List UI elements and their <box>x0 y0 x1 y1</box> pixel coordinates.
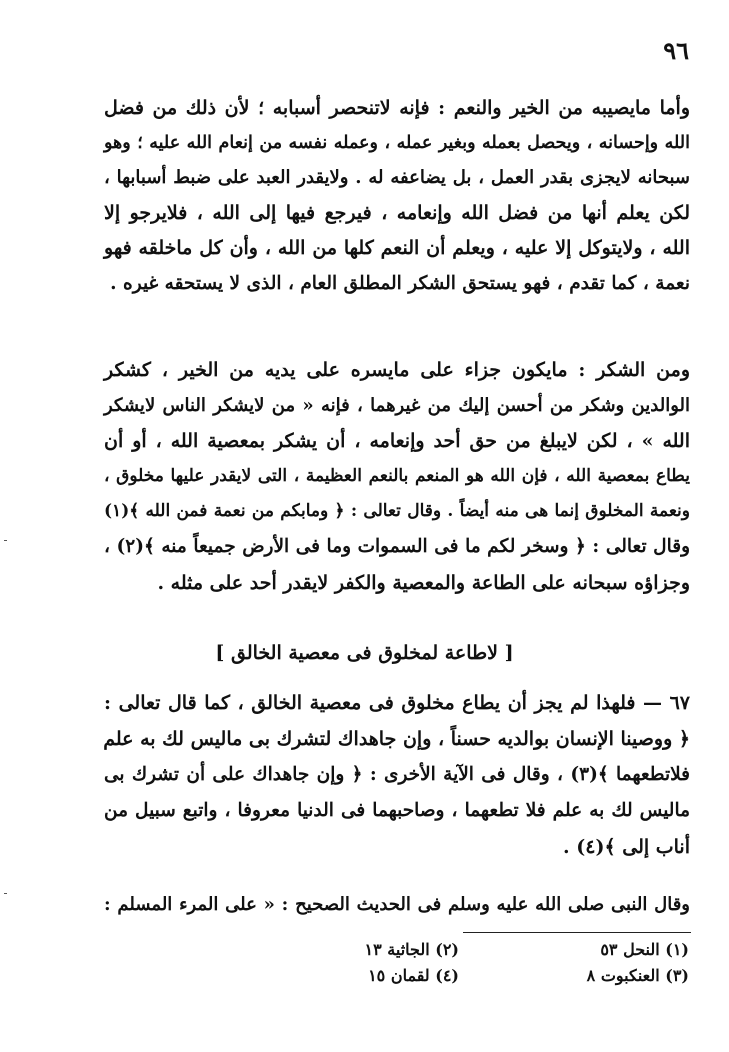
text-line: وأما مايصيبه من الخير والنعم : فإنه لاتنحصر أسبابه ؛ لأن ذلك من فضل <box>104 97 690 119</box>
scan-margin-mark <box>4 893 7 894</box>
text-line: لكن يعلم أنها من فضل الله وإنعامه ، فيرجع فيها إلى الله ، فلايرجو إلا <box>104 202 690 224</box>
text-line: الله » ، لكن لايبلغ من حق أحد وإنعامه ، أن يشكر بمعصية الله ، أو أن <box>104 430 690 452</box>
text-line: وجزاؤه سبحانه على الطاعة والمعصية والكفر لايقدر أحد على مثله . <box>157 572 690 594</box>
scan-margin-mark <box>4 540 7 541</box>
text-line: يطاع بمعصية الله ، فإن الله هو المنعم بالنعم العظيمة ، التى لايقدر عليها مخلوق ، <box>104 466 690 486</box>
text-line: ماليس لك به علم فلا تطعهما ، وصاحبهما فى الدنيا معروفا ، واتبع سبيل من <box>104 800 690 821</box>
text-line: الله وإحسانه ، ويحصل بعمله وبغير عمله ، وعمله نفسه من إنعام الله عليه ؛ وهو <box>104 133 690 153</box>
text-line: ونعمة المخلوق إنما هى منه أيضاً . وقال تعالى : ﴿ ومابكم من نعمة فمن الله ﴾(١) <box>104 501 690 521</box>
footnote: (٢) الجاثية ١٣ <box>364 940 459 959</box>
text-line: ومن الشكر : مايكون جزاء على مايسره على يديه من الخير ، كشكر <box>104 359 690 381</box>
footnote: (٣) العنكبوت ٨ <box>586 966 689 985</box>
text-line: فلاتطعهما ﴾(٣) ، وقال فى الآية الأخرى : ﴿ وإن جاهداك على أن تشرك بى <box>104 764 690 785</box>
text-line: ٦٧ — فلهذا لم يجز أن يطاع مخلوق فى معصية الخالق ، كما قال تعالى : <box>104 692 690 714</box>
footnote-rule <box>463 932 691 933</box>
text-line: ﴿ ووصينا الإنسان بوالديه حسناً ، وإن جاهداك لتشرك بى ماليس لك به علم <box>103 728 690 750</box>
text-line: أناب إلى ﴾(٤) . <box>563 836 690 858</box>
footnote: (٤) لقمان ١٥ <box>368 966 459 985</box>
text-line: نعمة ، كما تقدم ، فهو يستحق الشكر المطلق العام ، الذى لا يستحقه غيره . <box>110 273 690 294</box>
text-line: سبحانه لايجزى بقدر العمل ، بل يضاعفه له . ولايقدر العبد على ضبط أسبابها ، <box>104 167 690 188</box>
footnote: (١) النحل ٥٣ <box>600 940 689 959</box>
page-number: ٩٦ <box>663 36 689 65</box>
closing-line: وقال النبى صلى الله عليه وسلم فى الحديث الصحيح : « على المرء المسلم : <box>104 894 690 915</box>
text-line: الوالدين وشكر من أحسن إليك من غيرهما ، فإنه « من لايشكر الناس لايشكر <box>104 395 690 416</box>
text-line: الله ، ولايتوكل إلا عليه ، ويعلم أن النعم كلها من الله ، وأن كل ماخلقه فهو <box>104 237 690 259</box>
text-line: وقال تعالى : ﴿ وسخر لكم ما فى السموات وما فى الأرض جميعاً منه ﴾(٢) ، <box>104 536 691 557</box>
section-heading: [ لاطاعة لمخلوق فى معصية الخالق ] <box>215 642 514 664</box>
